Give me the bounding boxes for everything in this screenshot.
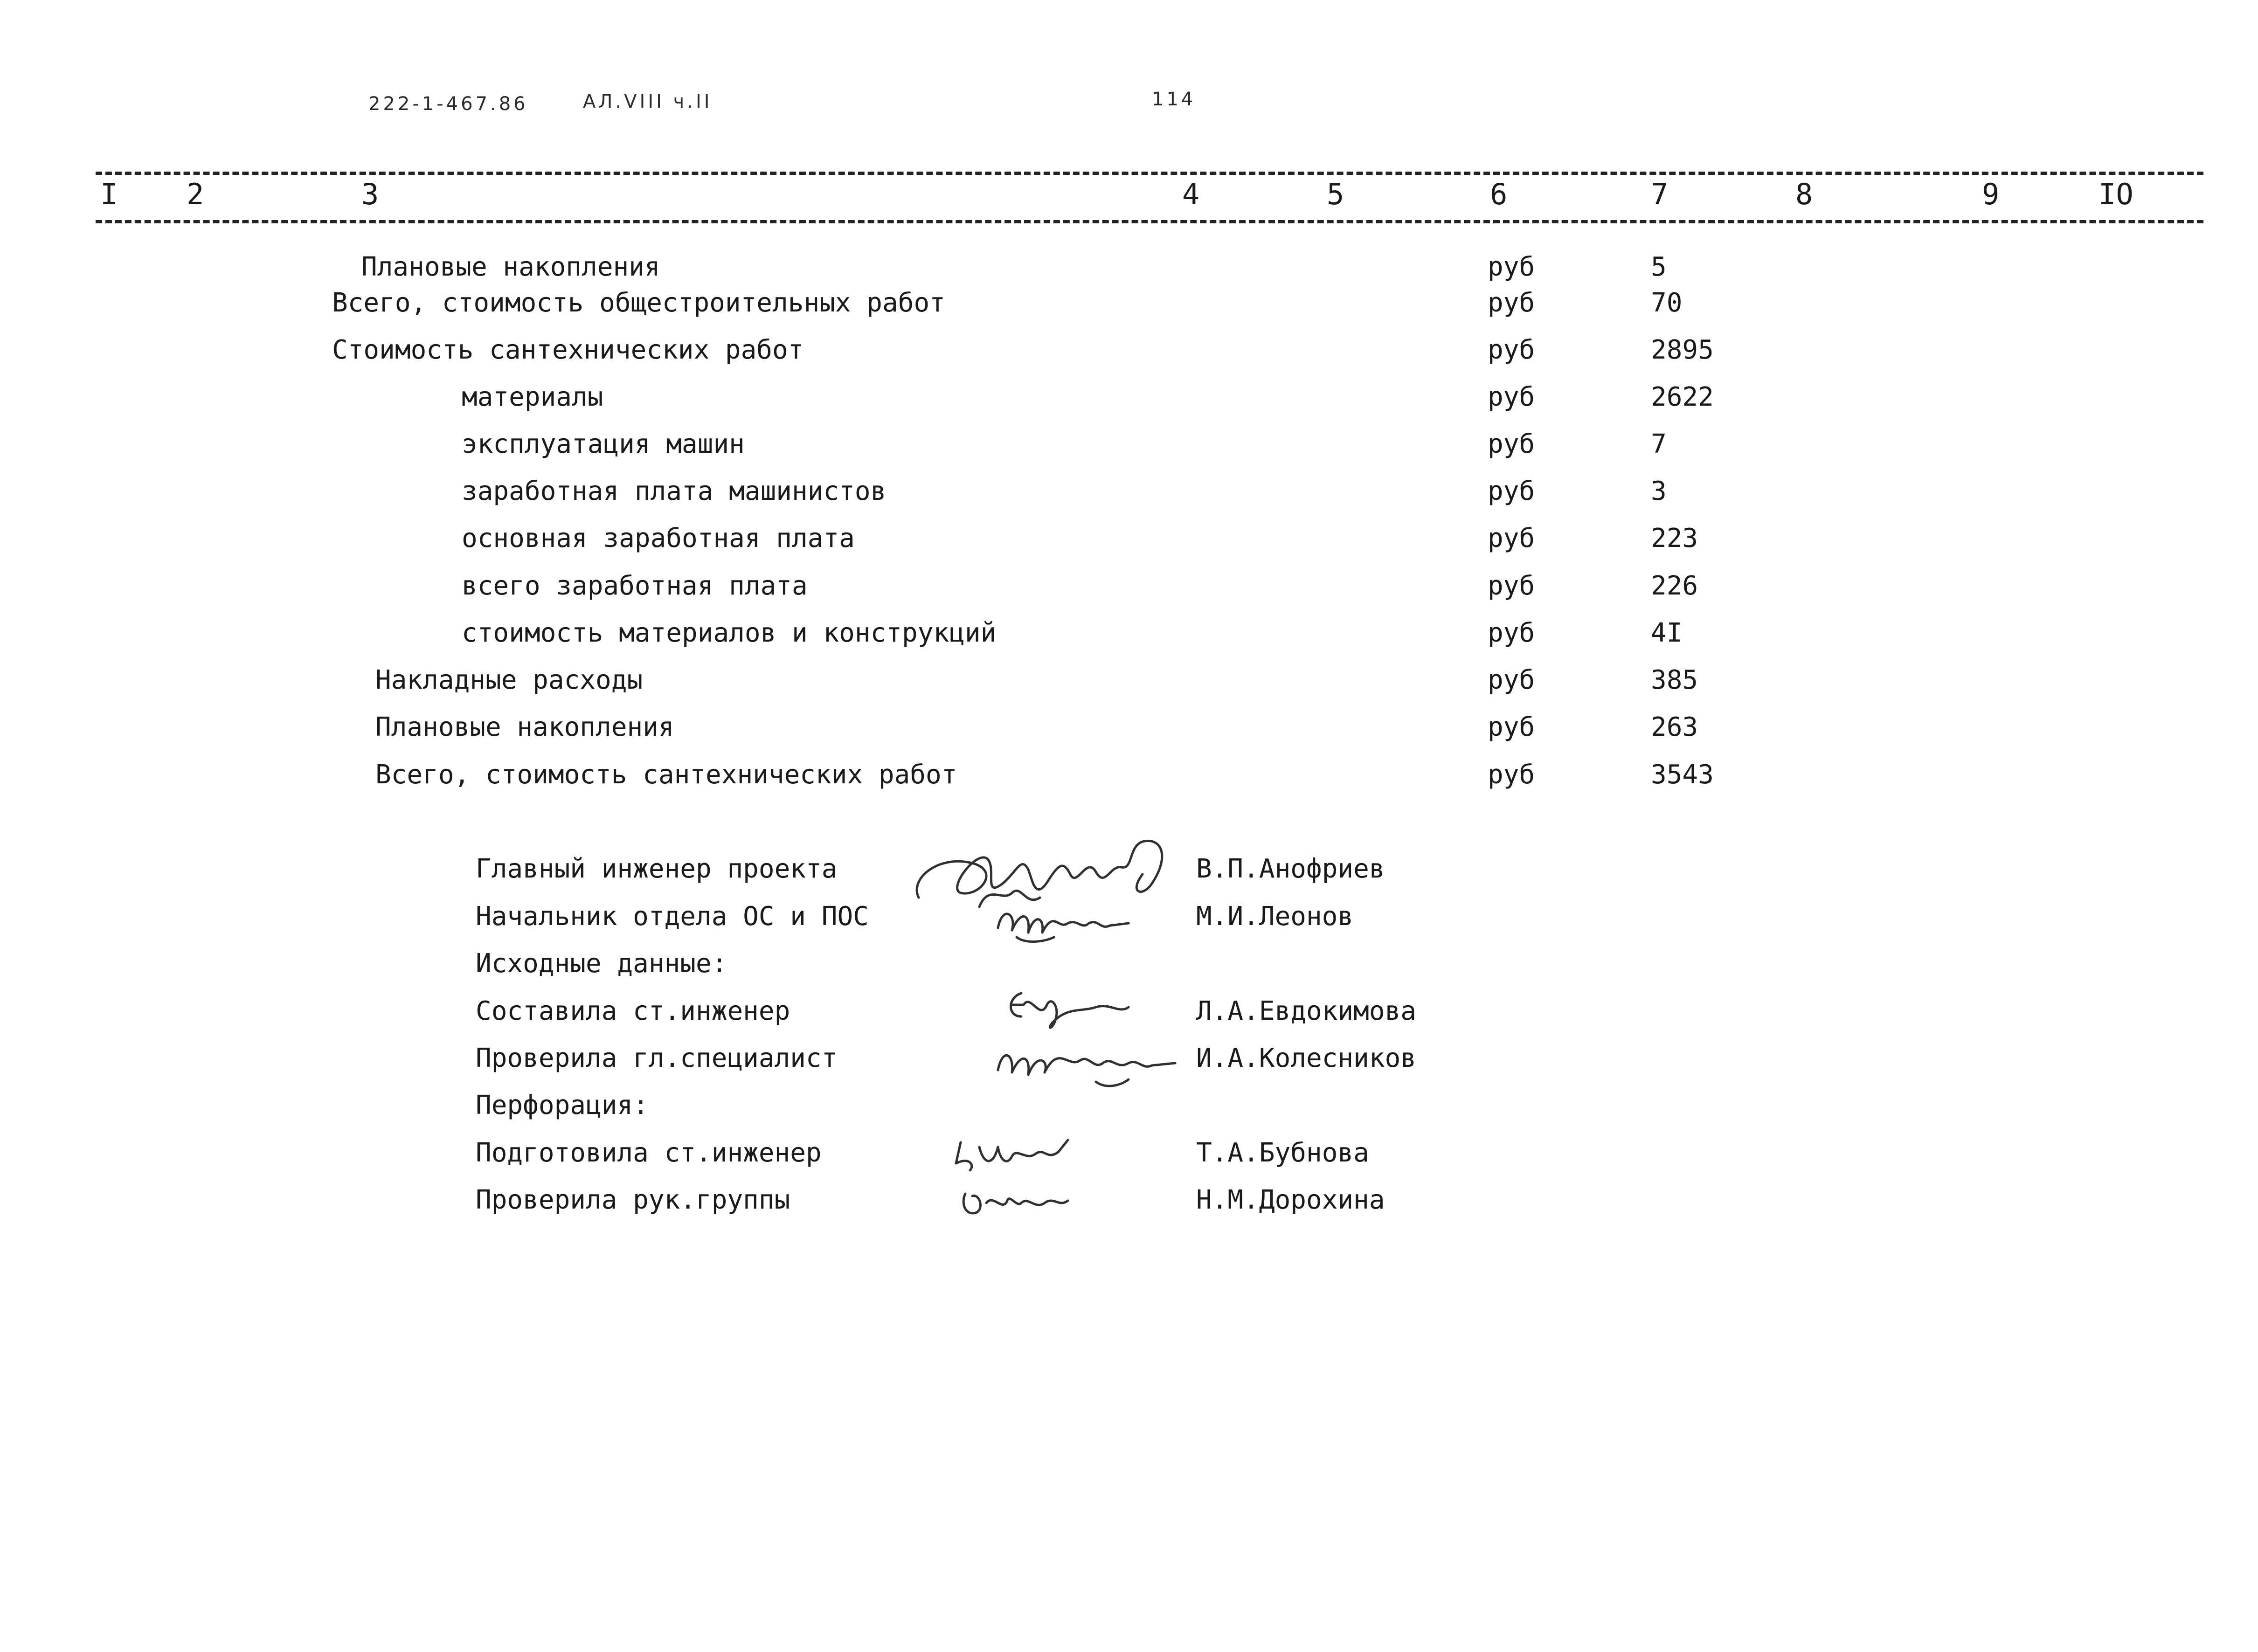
signature-bubnova-icon <box>947 1128 1087 1180</box>
row-value: 2895 <box>1651 335 1714 365</box>
row-value: 7 <box>1651 429 1667 459</box>
row-value: 2622 <box>1651 382 1714 412</box>
signature-kolesnikov-icon <box>989 1026 1189 1096</box>
album-reference: АЛ.VIII ч.II <box>583 91 713 112</box>
row-unit: руб <box>1488 335 1535 365</box>
column-header: 6 <box>1490 177 1508 211</box>
column-header: 4 <box>1182 177 1200 211</box>
row-label: эксплуатация машин <box>462 429 745 459</box>
column-header: 2 <box>187 177 204 211</box>
row-label: Плановые накопления <box>361 252 660 282</box>
column-header: 9 <box>1982 177 2000 211</box>
row-unit: руб <box>1488 429 1535 459</box>
header-bottom-rule <box>96 220 2203 223</box>
row-label: материалы <box>462 382 603 412</box>
column-header: 8 <box>1795 177 1813 211</box>
signatory-role: Проверила рук.группы <box>476 1185 790 1215</box>
column-header: 7 <box>1651 177 1669 211</box>
signatory-name: Н.М.Дорохина <box>1196 1185 1385 1215</box>
page-number: 114 <box>1152 89 1196 110</box>
header-top-rule <box>96 172 2203 175</box>
row-unit: руб <box>1488 712 1535 742</box>
row-value: 3543 <box>1651 760 1714 790</box>
row-label: Всего, стоимость сантехнических работ <box>375 760 957 790</box>
signatory-role: Начальник отдела ОС и ПОС <box>476 901 869 932</box>
row-value: 226 <box>1651 571 1698 601</box>
row-value: 4I <box>1651 618 1683 648</box>
signatory-name: Т.А.Бубнова <box>1196 1138 1369 1168</box>
row-value: 3 <box>1651 476 1667 506</box>
column-header: 5 <box>1327 177 1344 211</box>
row-value: 263 <box>1651 712 1698 742</box>
row-unit: руб <box>1488 476 1535 506</box>
signature-dorokhina-icon <box>951 1175 1091 1226</box>
row-unit: руб <box>1488 618 1535 648</box>
signatory-name: Л.А.Евдокимова <box>1196 996 1417 1026</box>
row-label: Накладные расходы <box>375 665 643 695</box>
row-label: Стоимость сантехнических работ <box>332 335 804 365</box>
row-label: стоимость материалов и конструкций <box>462 618 997 648</box>
row-label: основная заработная плата <box>462 523 855 553</box>
column-header: IO <box>2099 177 2133 211</box>
row-unit: руб <box>1488 288 1535 318</box>
signatory-name: М.И.Леонов <box>1196 901 1354 932</box>
signature-leonov-icon <box>989 886 1157 951</box>
row-value: 5 <box>1651 252 1667 282</box>
signatory-role: Составила ст.инженер <box>476 996 790 1026</box>
section-heading: Перфорация: <box>476 1090 649 1120</box>
row-value: 385 <box>1651 665 1698 695</box>
row-label: Плановые накопления <box>375 712 674 742</box>
column-header: 3 <box>361 177 379 211</box>
row-unit: руб <box>1488 523 1535 553</box>
row-label: Всего, стоимость общестроительных работ <box>332 288 945 318</box>
signatory-name: И.А.Колесников <box>1196 1043 1417 1073</box>
signatory-role: Проверила гл.специалист <box>476 1043 838 1073</box>
row-unit: руб <box>1488 382 1535 412</box>
row-label: всего заработная плата <box>462 571 808 601</box>
row-unit: руб <box>1488 665 1535 695</box>
signatory-name: В.П.Анофриев <box>1196 854 1385 884</box>
row-label: заработная плата машинистов <box>462 476 887 506</box>
document-code: 222-1-467.86 <box>368 93 528 115</box>
section-heading: Исходные данные: <box>476 948 727 979</box>
signatory-role: Главный инженер проекта <box>476 854 838 884</box>
row-unit: руб <box>1488 252 1535 282</box>
row-unit: руб <box>1488 760 1535 790</box>
row-value: 223 <box>1651 523 1698 553</box>
column-header: I <box>100 177 118 211</box>
row-unit: руб <box>1488 571 1535 601</box>
signatory-role: Подготовила ст.инженер <box>476 1138 822 1168</box>
row-value: 70 <box>1651 288 1683 318</box>
